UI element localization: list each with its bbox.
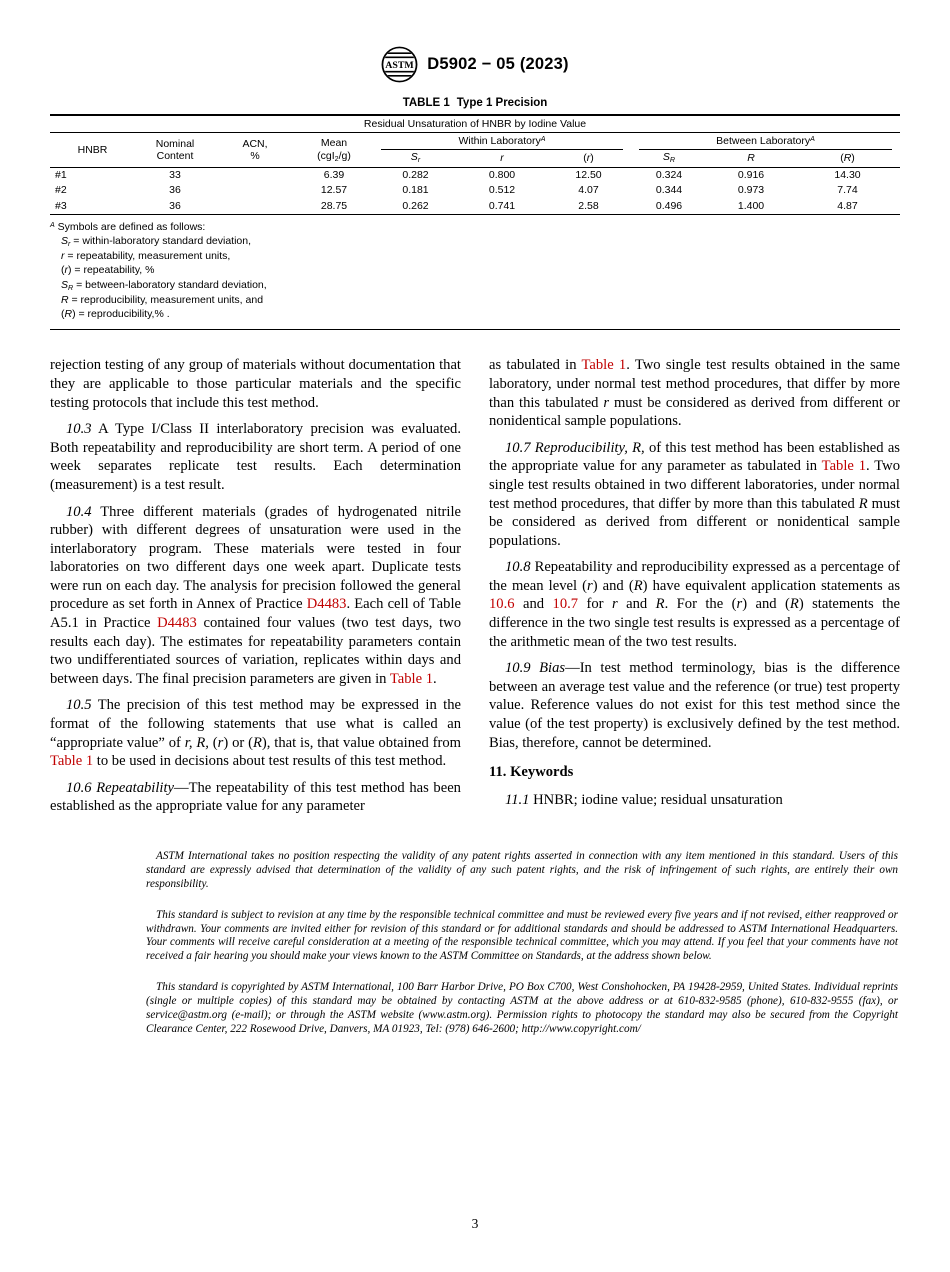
- text-run: r: [736, 596, 743, 613]
- patent-disclaimer: ASTM International takes no position respecting the validity of any patent rights asserted in connection with any item mentioned in this standard. Users of this standard are expressly advised that determination of the validity of any such patent rights, and the risk of infringement of such rights, are entirely their own responsibility.: [146, 850, 898, 890]
- cross-reference-link[interactable]: 10.7: [552, 596, 579, 613]
- text-run: R: [858, 495, 868, 512]
- col-header-r: [458, 150, 546, 167]
- table-row: [50, 167, 900, 183]
- text-run: Reproducibility, R,: [534, 439, 645, 456]
- cell: 0.916: [737, 169, 765, 182]
- col-group-within-laboratory: [373, 133, 631, 150]
- document-number: D5902 − 05 (2023): [427, 55, 569, 73]
- text-run: .: [433, 670, 437, 687]
- cell: 0.324: [655, 169, 683, 182]
- cross-reference-link[interactable]: D4483: [157, 615, 197, 632]
- paragraph-10-6: [50, 779, 461, 816]
- text-run: . Two single test results obtained in the same laboratory, under normal test method procedures, that differ by more than this tabulated: [489, 357, 900, 411]
- paragraph-10-3: [50, 420, 461, 494]
- cell: 0.262: [402, 199, 429, 212]
- text-run: ): [590, 152, 594, 165]
- cell: 0.181: [402, 184, 429, 197]
- paragraph-11-1: [489, 791, 900, 810]
- table-1-section: [50, 97, 900, 330]
- table-caption: [50, 97, 900, 109]
- table-row: [50, 198, 900, 214]
- text-run: ): [851, 152, 855, 165]
- text-run: Three different materials (grades of hydrogenated nitrile rubber) with different degrees of unsaturation were used in the interlaboratory program. These materials were tested in four laboratories on two different days one week apart. Duplicate tests were run on each day. The analysis for precision followed the general procedure as set forth in Annex of Practice: [50, 503, 461, 613]
- cell: 2.58: [578, 199, 599, 212]
- text-run: S: [662, 150, 670, 163]
- paragraph-continuation: [50, 356, 461, 412]
- page-number: 3: [471, 1216, 479, 1231]
- col-group-label: [639, 135, 892, 150]
- cross-reference-link[interactable]: D4483: [306, 596, 347, 613]
- footnote-item: [50, 234, 900, 250]
- text-run: contained four values (two test days, two results each day). The estimates for repeatability parameters contain two undifferentiated sources of variation, replicates within days and between days. The final precision parameters are given in: [50, 615, 461, 687]
- revision-notice: This standard is subject to revision at any time by the responsible technical committee and must be reviewed every five years and if not revised, either reapproved or withdrawn. Your comments are invited either for revision of this standard or for additional standards and should be addressed to ASTM International Headquarters. Your comments will receive careful consideration at a meeting of the responsible technical committee, which you may attend. If you feel that your comments have not received a fair hearing you should make your views known to the ASTM Committee on Standards, at the address shown below.: [146, 908, 898, 963]
- col-header-acn: [215, 133, 295, 167]
- text-run: R: [68, 283, 74, 292]
- cell: 6.39: [323, 169, 345, 182]
- footnote-item: [50, 278, 900, 294]
- col-header-sR: [631, 150, 707, 167]
- cell: 0.344: [655, 184, 683, 197]
- cell: 0.282: [402, 169, 429, 182]
- table-span-header: Residual Unsaturation of HNBR by Iodine Value: [50, 115, 900, 133]
- text-run: S: [410, 150, 418, 163]
- paragraph-10-8: [489, 558, 900, 651]
- text-run: 11.1: [505, 791, 530, 808]
- cell: 28.75: [320, 199, 348, 212]
- text-run: Bias: [539, 660, 566, 677]
- col-header-line: Content: [156, 150, 194, 163]
- cell: 4.87: [837, 199, 858, 212]
- left-column: [50, 356, 461, 824]
- text-run: ) and (: [742, 596, 790, 613]
- text-run: ), that is, that value obtained from: [261, 734, 462, 751]
- cell: [215, 167, 295, 183]
- col-header-R-percent: [795, 150, 900, 167]
- section-heading-keywords: 11. Keywords: [489, 764, 574, 781]
- col-header-sr: [373, 150, 458, 167]
- col-header-hnbr: HNBR: [77, 144, 108, 157]
- text-run: R: [747, 152, 755, 165]
- text-run: = within-laboratory standard deviation,: [70, 234, 252, 247]
- text-run: (: [840, 152, 844, 165]
- text-run: Between Laboratory: [716, 135, 811, 148]
- text-run: must be considered as derived from different or nonidentical sample populations.: [489, 394, 900, 430]
- text-run: ) = repeatability, %: [68, 264, 155, 277]
- text-run: R: [64, 308, 73, 321]
- text-run: 10.6: [66, 779, 92, 796]
- col-header-r-percent: [546, 150, 631, 167]
- text-run: must be considered as derived from different or nonidentical sample populations.: [489, 495, 901, 549]
- cell: 0.512: [488, 184, 516, 197]
- text-run: r: [64, 264, 68, 277]
- text-run: R: [61, 294, 69, 307]
- cell: 14.30: [834, 169, 861, 182]
- text-run: rejection testing of any group of materials without documentation that they are applicable to those particular materials and the specific testing protocols that include this test method.: [50, 357, 461, 411]
- text-run: ) = reproducibility,% .: [72, 308, 170, 321]
- footnote-item: [50, 249, 900, 263]
- text-run: . Each cell of Table A5.1 in Practice: [50, 596, 461, 632]
- cell: 12.57: [320, 184, 348, 197]
- col-header-mean: [295, 133, 373, 167]
- cell: 0.741: [488, 199, 516, 212]
- paragraph-10-7: [489, 439, 900, 551]
- text-run: (: [61, 264, 65, 277]
- text-run: = between-laboratory standard deviation,: [73, 278, 267, 291]
- text-run: 10.8: [505, 559, 531, 576]
- precision-table: [50, 114, 900, 215]
- text-run: 10.4: [66, 503, 92, 520]
- text-run: —In test method terminology, bias is the difference between an average test value and the reference (or true) test property value. Reference values do not exist for this test method since the value (of the test property) is exclusively defined by the test method. Bias, therefore, cannot be determined.: [489, 660, 900, 751]
- astm-logo: [381, 46, 418, 83]
- cell: 36: [169, 199, 181, 212]
- cross-reference-link[interactable]: Table 1: [50, 753, 94, 770]
- col-header-nominal-content: [135, 133, 215, 167]
- paragraph-10-6-continuation: [489, 356, 900, 430]
- text-run: A Type I/Class II interlaboratory precision was evaluated. Both repeatability and reproducibility are short term. A period of one week separates replicate test results. Each determination (measurement) is a test result.: [50, 421, 461, 493]
- cross-reference-link[interactable]: Table 1: [389, 670, 434, 687]
- text-run: 10.5: [66, 697, 92, 714]
- text-run: R: [655, 596, 665, 613]
- text-run: ) statements the difference in the two single test results is expressed as a percentage of the arithmetic mean of the two test results.: [489, 596, 900, 650]
- text-run: ) or (: [223, 734, 253, 751]
- text-run: A: [50, 220, 55, 229]
- col-header-line: Nominal: [155, 138, 195, 151]
- cell: 0.973: [737, 184, 765, 197]
- footnote-item: [50, 307, 900, 321]
- col-header-R: [707, 150, 795, 167]
- text-run: = reproducibility, measurement units, and: [68, 294, 264, 307]
- cell: 36: [169, 184, 181, 197]
- text-run: ) and (: [592, 577, 634, 594]
- text-run: 10.7: [505, 439, 531, 456]
- cell: 0.800: [488, 169, 516, 182]
- text-run: as tabulated in: [489, 357, 582, 374]
- footnote-item: [50, 263, 900, 277]
- text-run: r: [68, 239, 71, 248]
- cell: 4.07: [578, 184, 599, 197]
- col-header-line: [296, 150, 372, 164]
- text-run: 10.3: [66, 421, 92, 438]
- paragraph-10-4: [50, 503, 461, 689]
- text-run: R: [789, 596, 799, 613]
- text-run: A: [540, 135, 546, 144]
- cell: 0.496: [655, 199, 683, 212]
- footnote-intro: [50, 220, 900, 234]
- text-run: [531, 660, 540, 676]
- text-run: . For the (: [664, 596, 737, 613]
- text-run: r: [217, 734, 224, 751]
- text-run: r: [603, 394, 610, 411]
- text-run: Symbols are defined as follows:: [54, 220, 206, 233]
- col-group-label: [381, 135, 624, 150]
- text-run: S: [61, 234, 69, 247]
- text-run: 2: [334, 154, 339, 163]
- cell: 33: [169, 169, 181, 182]
- text-run: 10.9: [505, 660, 531, 677]
- right-column: [489, 356, 900, 824]
- text-run: = repeatability, measurement units,: [64, 250, 231, 263]
- text-run: r, R,: [184, 734, 209, 751]
- text-run: r: [417, 156, 421, 165]
- table-caption-title: Type 1 Precision: [456, 97, 548, 109]
- text-run: r: [587, 577, 593, 594]
- text-run: /g): [338, 149, 351, 162]
- text-run: for: [578, 596, 612, 613]
- text-run: (: [583, 152, 587, 165]
- text-run: . Two single test results obtained in two different laboratories, under normal test method procedures, that differ by more than this tabulated: [489, 458, 900, 512]
- cell: 12.50: [575, 169, 602, 182]
- cell: #2: [55, 184, 67, 197]
- text-run: to be used in decisions about test results of this test method.: [93, 753, 447, 770]
- text-run: (: [208, 734, 218, 751]
- text-run: of this test method has been established as the appropriate value for any parameter as tabulated in: [489, 439, 900, 475]
- col-header-line: ACN,: [242, 138, 268, 151]
- table-row: [50, 183, 900, 198]
- copyright-notice: This standard is copyrighted by ASTM International, 100 Barr Harbor Drive, PO Box C700, West Conshohocken, PA 19428-2959, United States. Individual reprints (single or multiple copies) of this standard may be obtained by contacting ASTM at the above address or at 610-832-9585 (phone), 610-832-9555 (fax), or service@astm.org (e-mail); or through the ASTM website (www.astm.org). Permission rights to photocopy the standard may also be secured from the Copyright Clearance Center, 222 Rosewood Drive, Danvers, MA 01923, Tel: (978) 646-2600; http://www.copyright.com/: [146, 981, 898, 1035]
- text-run: Repeatability and reproducibility expressed as a percentage of the mean level (: [489, 559, 900, 594]
- text-run: ) have equivalent application statements as: [642, 577, 900, 594]
- table-caption-label: TABLE 1: [402, 97, 450, 109]
- col-header-line: %: [250, 150, 260, 163]
- text-run: and: [617, 596, 656, 613]
- cell: 7.74: [837, 184, 858, 197]
- text-run: Within Laboratory: [458, 135, 541, 148]
- text-run: The precision of this test method may be expressed in the format of the following statements that use what is called an “appropriate value” of: [50, 697, 461, 751]
- paragraph-10-5: [50, 696, 461, 770]
- cell: [215, 183, 295, 198]
- text-run: Repeatability: [96, 779, 174, 796]
- text-run: R: [669, 156, 676, 165]
- cross-reference-link[interactable]: Table 1: [821, 458, 867, 475]
- text-run: —The repeatability of this test method has been established as the appropriate value for any parameter: [50, 779, 461, 815]
- footer-notices: [146, 850, 898, 1037]
- text-run: A: [810, 135, 815, 144]
- astm-logo-text: ASTM: [385, 60, 415, 72]
- footnote-item: [50, 293, 900, 307]
- text-run: R: [252, 734, 262, 751]
- text-run: (: [61, 308, 65, 321]
- col-group-between-laboratory: [631, 133, 900, 150]
- cell: 1.400: [737, 199, 765, 212]
- table-footnotes: [50, 215, 900, 331]
- cell: #1: [55, 169, 67, 182]
- text-run: R: [843, 152, 852, 165]
- text-run: r: [586, 152, 591, 165]
- document-header: [0, 0, 950, 83]
- text-run: HNBR; iodine value; residual unsaturation: [529, 791, 783, 808]
- col-header-line: Mean: [320, 137, 348, 150]
- text-run: R: [633, 577, 643, 594]
- text-run: S: [61, 278, 69, 291]
- body-text: [50, 356, 900, 824]
- text-run: (cgI: [317, 149, 335, 162]
- paragraph-10-9: [489, 659, 900, 752]
- text-run: r: [611, 596, 618, 613]
- text-run: and: [514, 596, 553, 613]
- cell: [215, 198, 295, 214]
- cross-reference-link[interactable]: 10.6: [489, 596, 515, 613]
- cross-reference-link[interactable]: Table 1: [581, 357, 627, 374]
- text-run: r: [500, 152, 504, 165]
- text-run: r: [61, 250, 65, 263]
- cell: #3: [55, 199, 67, 212]
